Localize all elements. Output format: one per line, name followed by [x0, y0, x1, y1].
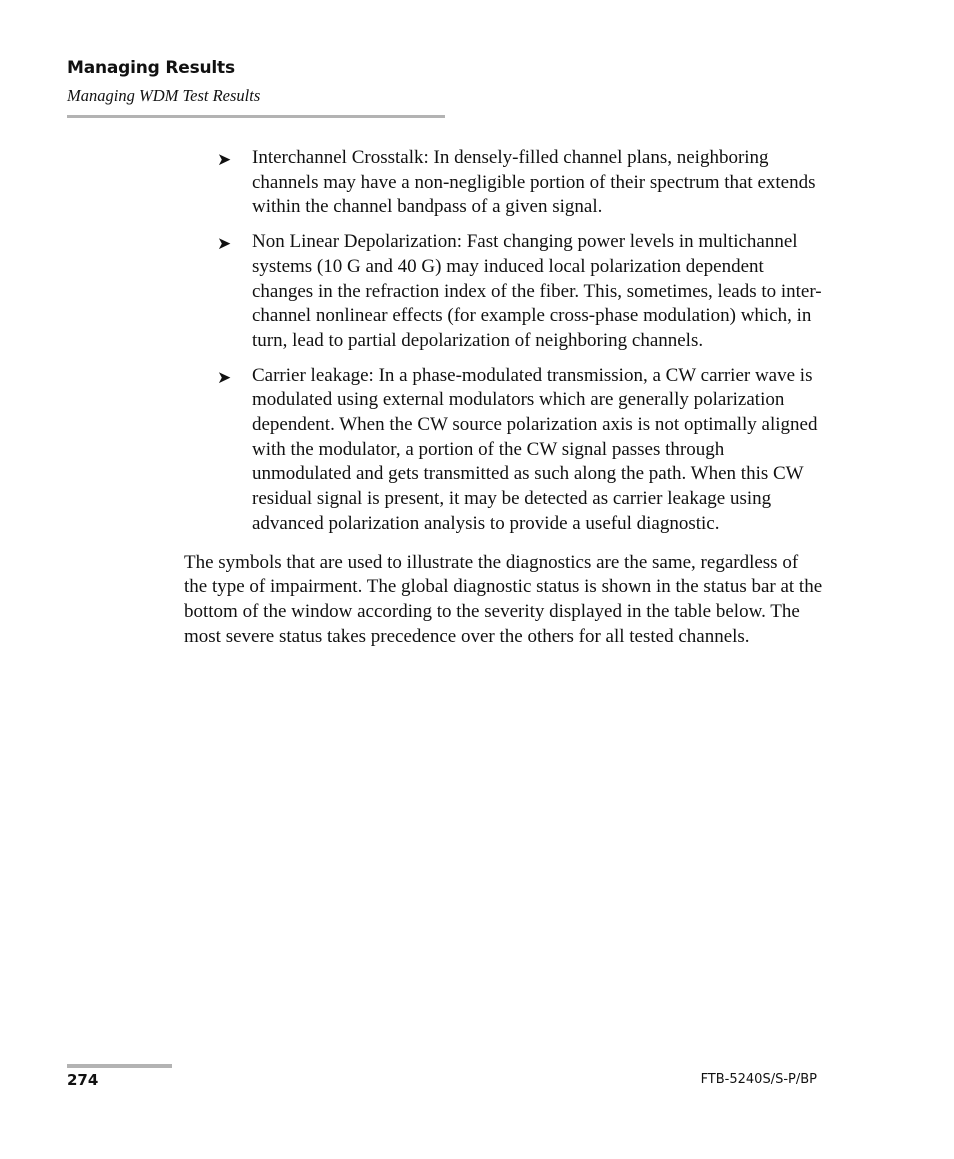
main-content	[0, 146, 954, 649]
bullet-nonlinear-depolarization	[217, 230, 822, 354]
header-divider	[67, 115, 445, 118]
arrow-bullet-icon: ➤	[217, 150, 232, 170]
bullet-text: Interchannel Crosstalk: In densely-filled channel plans, neighboring channels may have a non-negligible portion of their spectrum that extends within the channel bandpass of a given signal.	[252, 147, 816, 218]
body-paragraph: The symbols that are used to illustrate the diagnostics are the same, regardless of the type of impairment. The global diagnostic status is shown in the status bar at the bottom of the window according to the severity displayed in the table below. The most severe status takes precedence over the others for all tested channels.	[184, 551, 823, 647]
bullet-interchannel-crosstalk	[217, 146, 822, 220]
bullet-list	[0, 146, 954, 537]
bullet-carrier-leakage	[217, 364, 822, 537]
footer-divider	[67, 1064, 172, 1068]
section-title: Managing WDM Test Results	[67, 86, 261, 105]
arrow-bullet-icon: ➤	[217, 367, 232, 388]
bullet-text: Non Linear Depolarization: Fast changing power levels in multichannel systems (10 G and 40 G) may induced local polarization dependent changes in the refraction index of the fiber. This, sometimes, leads to inter-channel nonlinear effects (for example cross-phase modulation) which, in turn, lead to partial depolarization of neighboring channels.	[252, 231, 822, 351]
bullet-text: Carrier leakage: In a phase-modulated transmission, a CW carrier wave is modulated using external modulators which are generally polarization dependent. When the CW source polarization axis is not optimally aligned with the modulator, a portion of the CW signal passes through unmodulated and gets transmitted as such along the path. When this CW residual signal is present, it may be detected as carrier leakage using advanced polarization analysis to provide a useful diagnostic.	[252, 364, 818, 534]
chapter-title: Managing Results	[67, 58, 235, 78]
document-id: FTB-5240S/S-P/BP	[700, 1072, 817, 1087]
page-header	[67, 57, 447, 107]
arrow-bullet-icon: ➤	[217, 234, 232, 255]
page-number: 274	[67, 1071, 99, 1089]
